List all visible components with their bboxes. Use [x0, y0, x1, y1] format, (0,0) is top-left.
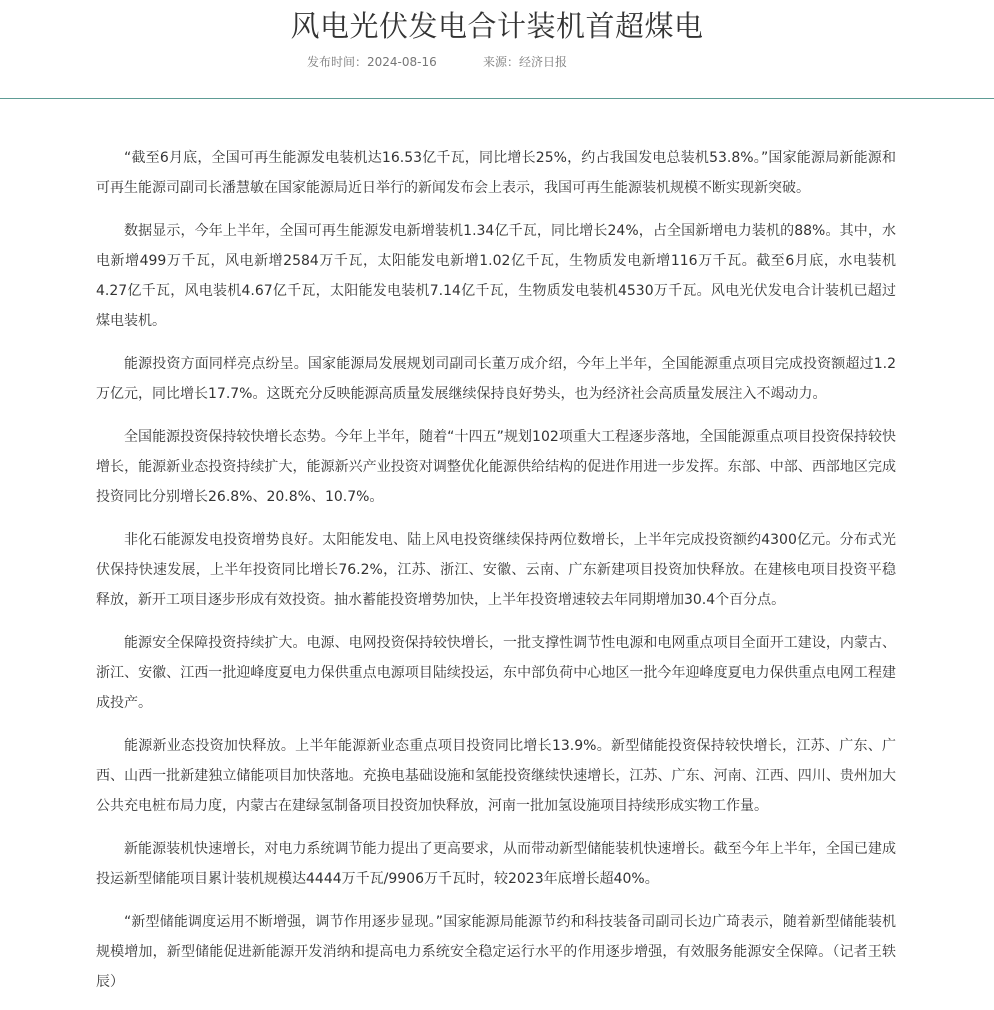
publish-date — [307, 53, 437, 71]
publish-date-label: 发布时间： — [307, 55, 368, 69]
article-paragraph: 非化石能源发电投资增势良好。太阳能发电、陆上风电投资继续保持两位数增长，上半年完成投资额约4300亿元。分布式光伏保持快速发展，上半年投资同比增长76.2%，江苏、浙江、安徽、云南、广东新建项目投资加快释放。在建核电项目投资平稳释放，新开工项目逐步形成有效投资。抽水蓄能投资增势加快，上半年投资增速较去年同期增加30.4个百分点。 — [96, 532, 896, 608]
article-paragraph: 新能源装机快速增长，对电力系统调节能力提出了更高要求，从而带动新型储能装机快速增长。截至今年上半年，全国已建成投运新型储能项目累计装机规模达4444万千瓦/9906万千瓦时，较2023年底增长超40%。 — [96, 841, 896, 887]
article-paragraph: 能源安全保障投资持续扩大。电源、电网投资保持较快增长，一批支撑性调节性电源和电网重点项目全面开工建设，内蒙古、浙江、安徽、江西一批迎峰度夏电力保供重点电源项目陆续投运，东中部负荷中心地区一批今年迎峰度夏电力保供重点电网工程建成投产。 — [96, 635, 896, 711]
source-label: 来源： — [483, 55, 520, 69]
source-value: 经济日报 — [519, 55, 568, 69]
article-body — [96, 143, 896, 1010]
article-paragraph: 全国能源投资保持较快增长态势。今年上半年，随着“十四五”规划102项重大工程逐步落地，全国能源重点项目投资保持较快增长，能源新业态投资持续扩大，能源新兴产业投资对调整优化能源供给结构的促进作用进一步发挥。东部、中部、西部地区完成投资同比分别增长26.8%、20.8%、10.7%。 — [96, 429, 896, 505]
article-paragraph: “截至6月底，全国可再生能源发电装机达16.53亿千瓦，同比增长25%，约占我国发电总装机53.8%。”国家能源局新能源和可再生能源司副司长潘慧敏在国家能源局近日举行的新闻发布会上表示，我国可再生能源装机规模不断实现新突破。 — [96, 150, 896, 196]
article-paragraph: 数据显示，今年上半年，全国可再生能源发电新增装机1.34亿千瓦，同比增长24%，占全国新增电力装机的88%。其中，水电新增499万千瓦，风电新增2584万千瓦，太阳能发电新增1.02亿千瓦，生物质发电新增116万千瓦。截至6月底，水电装机4.27亿千瓦，风电装机4.67亿千瓦，太阳能发电装机7.14亿千瓦，生物质发电装机4530万千瓦。风电光伏发电合计装机已超过煤电装机。 — [96, 223, 896, 329]
article-paragraph: “新型储能调度运用不断增强，调节作用逐步显现。”国家能源局能源节约和科技装备司副司长边广琦表示，随着新型储能装机规模增加，新型储能促进新能源开发消纳和提高电力系统安全稳定运行水平的作用逐步增强，有效服务能源安全保障。（记者王轶辰） — [96, 914, 896, 990]
article-source — [483, 53, 567, 71]
article-paragraph: 能源新业态投资加快释放。上半年能源新业态重点项目投资同比增长13.9%。新型储能投资保持较快增长，江苏、广东、广西、山西一批新建独立储能项目加快落地。充换电基础设施和氢能投资继续快速增长，江苏、广东、河南、江西、四川、贵州加大公共充电桩布局力度，内蒙古在建绿氢制备项目投资加快释放，河南一批加氢设施项目持续形成实物工作量。 — [96, 738, 896, 814]
article-title: 风电光伏发电合计装机首超煤电 — [290, 9, 704, 43]
publish-date-value: 2024-08-16 — [367, 55, 437, 69]
article-header — [0, 0, 994, 99]
article-paragraph: 能源投资方面同样亮点纷呈。国家能源局发展规划司副司长董万成介绍，今年上半年，全国能源重点项目完成投资额超过1.2万亿元，同比增长17.7%。这既充分反映能源高质量发展继续保持良好势头，也为经济社会高质量发展注入不竭动力。 — [96, 356, 896, 402]
